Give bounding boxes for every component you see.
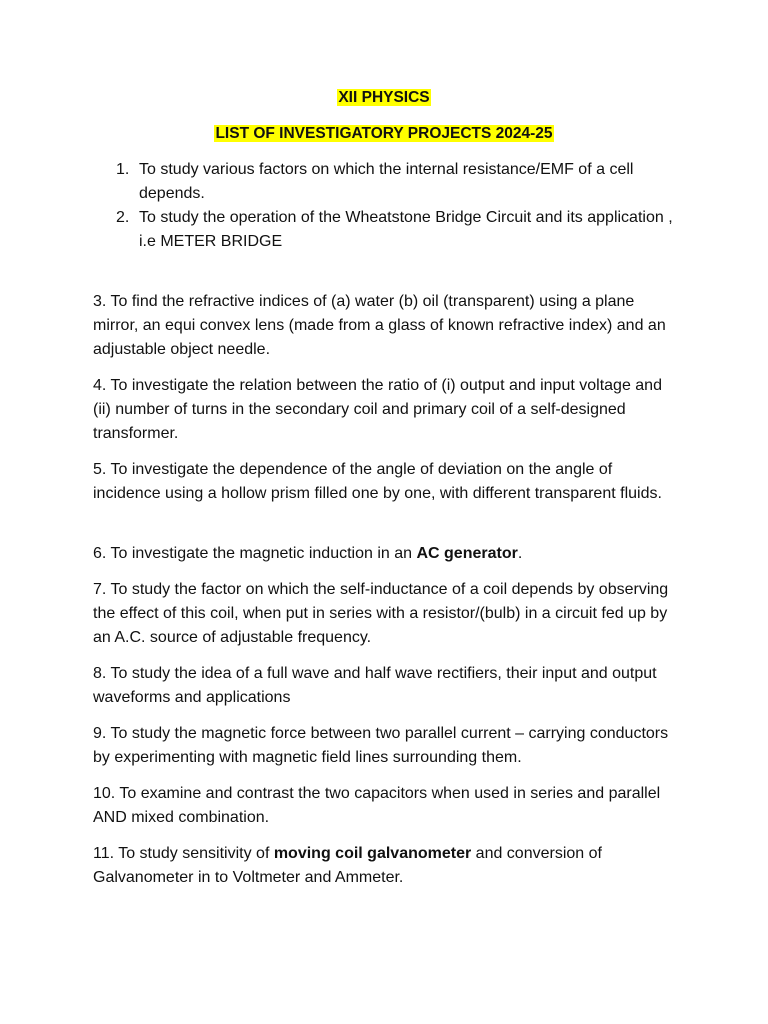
numbered-item-1: [93, 158, 683, 206]
project-6-end: .: [517, 545, 523, 562]
list-text: To study the operation of the Wheatstone Bridge Circuit and its application , i.e METER BRIDGE: [139, 209, 673, 250]
project-10: 10. To examine and contrast the two capacitors when used in series and parallel AND mixed combination.: [93, 785, 661, 826]
list-text: To study various factors on which the internal resistance/EMF of a cell depends.: [139, 161, 634, 202]
project-11: [93, 842, 683, 890]
list-number: 2.: [116, 209, 130, 226]
project-11-text: 11. To study sensitivity of: [93, 845, 274, 862]
document-subtitle: LIST OF INVESTIGATORY PROJECTS 2024-25: [215, 125, 553, 142]
document-title: XII PHYSICS: [338, 89, 430, 106]
project-5: 5. To investigate the dependence of the angle of deviation on the angle of incidence using a hollow prism filled one by one, with different transparent fluids.: [93, 461, 662, 502]
project-9: 9. To study the magnetic force between two parallel current – carrying conductors by experimenting with magnetic field lines surrounding them.: [93, 725, 669, 766]
list-number: 1.: [116, 161, 130, 178]
numbered-item-2: [93, 206, 683, 254]
list-item: [93, 206, 683, 254]
project-4: 4. To investigate the relation between the ratio of (i) output and input voltage and (ii) number of turns in the secondary coil and primary coil of a self-designed transformer.: [93, 377, 662, 442]
project-6-bold: AC generator: [416, 545, 518, 562]
project-6-text: 6. To investigate the magnetic induction in an: [93, 545, 417, 562]
subtitle-line: [0, 124, 768, 144]
project-3: 3. To find the refractive indices of (a) water (b) oil (transparent) using a plane mirror, an equi convex lens (made from a glass of known refractive index) and an adjustable object needle.: [93, 293, 666, 358]
project-11-bold: moving coil galvanometer: [273, 845, 472, 862]
project-7: 7. To study the factor on which the self-inductance of a coil depends by observing the effect of this coil, when put in series with a resistor/(bulb) in a circuit fed up by an A.C. source of adjustable frequency.: [93, 581, 669, 646]
list-item: [93, 158, 683, 206]
project-11-end: and conversion of Galvanometer in to Voltmeter and Ammeter.: [93, 845, 602, 886]
project-8: 8. To study the idea of a full wave and half wave rectifiers, their input and output waveforms and applications: [93, 665, 657, 706]
project-6: [93, 542, 683, 566]
title-line: [0, 88, 768, 108]
